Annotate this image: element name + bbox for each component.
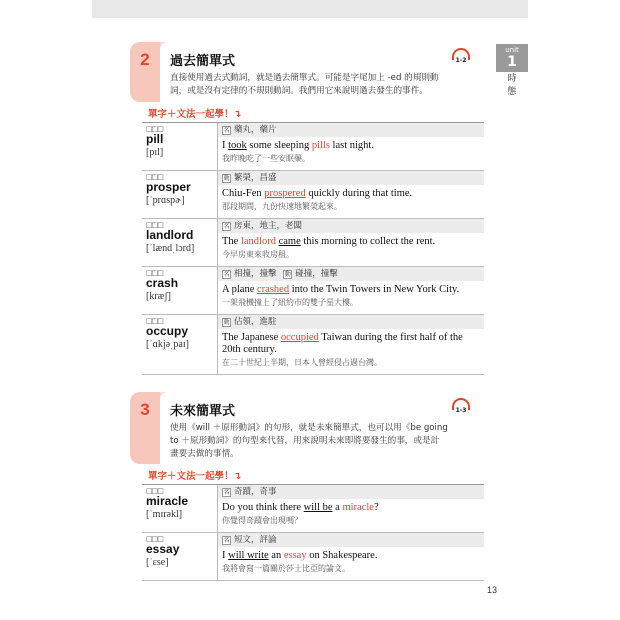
checkbox-marks: □□□ [146, 221, 163, 229]
vocab-row [142, 315, 484, 375]
pos-tag: 動 [223, 319, 230, 326]
example-chinese: 在二十世紀上半期，日本人曾經侵占過台灣。 [222, 358, 382, 367]
meaning: 碰撞，撞擊 [295, 269, 338, 279]
phonetic: [ˈlændˌlɔrd] [146, 243, 195, 254]
meaning: 奇蹟，奇事 [234, 487, 277, 497]
unit-title-1: 時 [507, 74, 517, 84]
meaning: 佔領，進駐 [234, 317, 277, 327]
pos-tag: 動 [223, 175, 230, 182]
checkbox-marks: □□□ [146, 269, 163, 277]
meaning: 相撞，撞擊 [234, 269, 277, 279]
meaning: 短文，評論 [234, 535, 277, 545]
example-english: Do you think there will be a miracle? [222, 502, 379, 513]
vocab-word: occupy [146, 324, 189, 338]
pos-tag: 名 [223, 537, 230, 544]
learn-together-label: 單字＋文法一起學！↴ [148, 109, 242, 120]
example-english: A plane crashed into the Twin Towers in New York City. [222, 284, 460, 295]
pos-tag: 名 [223, 223, 230, 230]
part-of-speech [218, 171, 484, 185]
vocab-table [142, 122, 484, 375]
unit-box [496, 44, 528, 72]
headphone-icon[interactable] [450, 48, 472, 68]
pos-tag: 名 [223, 127, 230, 134]
section-desc: 直接使用過去式動詞，就是過去簡單式。可能是字尾加上 -ed 的規則動 詞，或是沒有定律的不規則動詞。我們用它來說明過去發生的事件。 [170, 73, 439, 96]
top-bar [92, 0, 528, 18]
vocab-word-cell [142, 267, 218, 314]
audio-track-label: 1-3 [455, 407, 467, 414]
example-chinese: 你覺得奇蹟會出現嗎？ [222, 516, 302, 525]
meaning: 繁榮，昌盛 [234, 173, 277, 183]
phonetic: [pɪl] [146, 147, 164, 158]
phonetic: [ˈɑkjəˌpaɪ] [146, 339, 189, 350]
vocab-word: landlord [146, 228, 194, 242]
vocab-word-cell [142, 485, 218, 532]
part-of-speech [218, 315, 484, 329]
meaning: 藥丸，藥片 [234, 125, 277, 135]
part-of-speech [218, 219, 484, 233]
vocab-word-cell [142, 315, 218, 374]
vocab-word-cell [142, 171, 218, 218]
example-english: The Japanese occupied Taiwan during the first half of the 20th century. [222, 332, 463, 355]
pos-tag: 動 [284, 271, 291, 278]
meaning: 房東，地主，老闆 [234, 221, 303, 231]
example-chinese: 一架飛機撞上了紐約市的雙子星大樓。 [222, 298, 358, 307]
example-chinese: 我將會寫一篇關於莎士比亞的論文。 [222, 564, 350, 573]
pos-tag: 名 [223, 489, 230, 496]
part-of-speech [218, 123, 484, 137]
phonetic: [ˈprɑspɚ] [146, 195, 185, 206]
vocab-row [142, 267, 484, 315]
vocab-word: prosper [146, 180, 191, 194]
vocab-table [142, 484, 484, 581]
section-header [130, 392, 484, 464]
example-english: Chiu-Fen prospered quickly during that time. [222, 188, 413, 199]
unit-tab [496, 44, 528, 96]
pos-tag: 名 [223, 271, 230, 278]
section-future-simple [130, 392, 484, 573]
section-title: 過去簡單式 [170, 54, 236, 69]
part-of-speech [218, 485, 484, 499]
section-past-simple [130, 42, 484, 367]
section-header [130, 42, 484, 102]
phonetic: [kræʃ] [146, 291, 171, 302]
curved-arrow-icon: ↴ [233, 471, 242, 482]
phonetic: [ˈɛse] [146, 557, 169, 568]
headphone-icon[interactable] [450, 398, 472, 418]
checkbox-marks: □□□ [146, 535, 163, 543]
checkbox-marks: □□□ [146, 125, 163, 133]
vocab-row [142, 533, 484, 581]
vocab-word-cell [142, 123, 218, 170]
vocab-row [142, 123, 484, 171]
vocab-word: pill [146, 132, 164, 146]
phonetic: [ˈmɪrəkl] [146, 509, 183, 520]
example-english: I will write an essay on Shakespeare. [222, 550, 378, 561]
vocab-word-cell [142, 219, 218, 266]
vocab-word: miracle [146, 494, 189, 508]
vocab-row [142, 171, 484, 219]
vocab-word: essay [146, 542, 180, 556]
checkbox-marks: □□□ [146, 487, 163, 495]
vocab-row [142, 219, 484, 267]
example-english: The landlord came this morning to collect the rent. [222, 236, 436, 247]
vocab-row [142, 485, 484, 533]
curved-arrow-icon: ↴ [233, 109, 242, 120]
vocab-word-cell [142, 533, 218, 580]
section-number: 2 [130, 42, 160, 102]
part-of-speech [218, 533, 484, 547]
example-chinese: 今早房東來收房租。 [222, 250, 294, 259]
example-chinese: 那段期間，九份快速地繁榮起來。 [222, 202, 342, 211]
section-number: 3 [130, 392, 160, 464]
checkbox-marks: □□□ [146, 317, 163, 325]
section-desc: 使用《will ＋原形動詞》的句形，就是未來簡單式，也可以用《be going to ＋原形動詞》的句型來代替，用來說明未來即將要發生的事，或是計 畫要去做的事情。 [170, 423, 448, 459]
learn-together-label: 單字＋文法一起學！↴ [148, 471, 242, 482]
page-number: 13 [487, 585, 498, 595]
audio-track-label: 1-2 [455, 57, 467, 64]
example-chinese: 我昨晚吃了一些安眠藥。 [222, 154, 310, 163]
example-english: I took some sleeping pills last night. [222, 140, 374, 151]
checkbox-marks: □□□ [146, 173, 163, 181]
part-of-speech [218, 267, 484, 281]
unit-number: 1 [507, 54, 517, 70]
unit-label: unit [505, 46, 519, 54]
vocab-word: crash [146, 276, 179, 290]
section-title: 未來簡單式 [170, 404, 236, 419]
unit-title-2: 態 [507, 87, 517, 97]
